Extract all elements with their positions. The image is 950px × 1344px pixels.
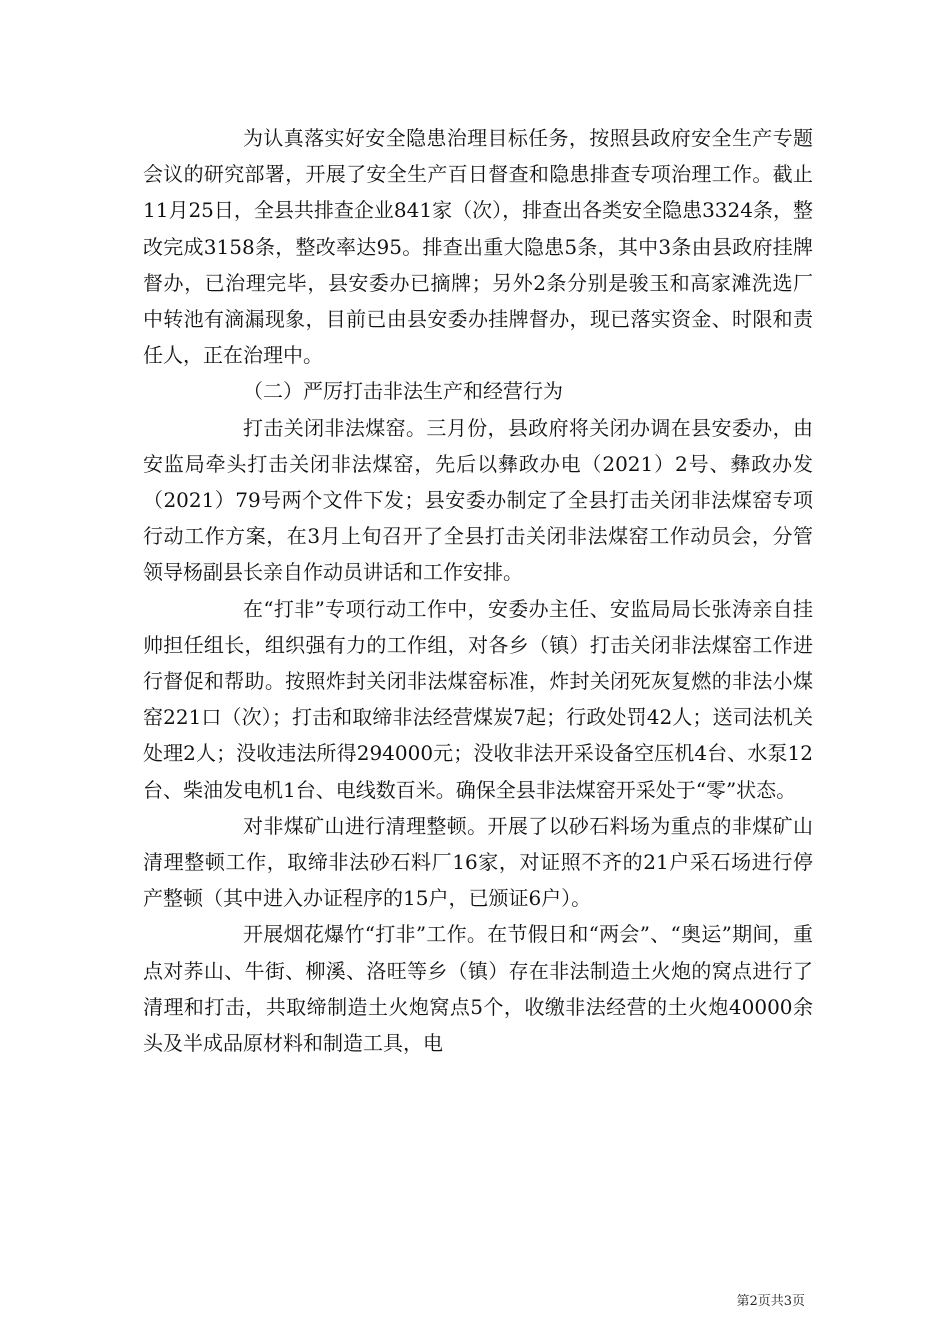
- document-body: [143, 120, 813, 1061]
- page-number-footer: 第2页共3页: [736, 1294, 805, 1309]
- paragraph-close-illegal-mines: 打击关闭非法煤窑。三月份，县政府将关闭办调在县安委办，由安监局牵头打击关闭非法煤窑，先后以彝政办电（2021）2号、彝政办发（2021）79号两个文件下发；县安委办制定了全县打击关闭非法煤窑专项行动工作方案，在3月上旬召开了全县打击关闭非法煤窑工作动员会，分管领导杨副县长亲自作动员讲话和工作安排。: [143, 415, 813, 585]
- paragraph-special-action: 在“打非”专项行动工作中，安委办主任、安监局局长张涛亲自挂帅担任组长，组织强有力的工作组，对各乡（镇）打击关闭非法煤窑工作进行督促和帮助。按照炸封关闭非法煤窑标准，炸封关闭死灰复燃的非法小煤窑221口（次）；打击和取缔非法经营煤炭7起；行政处罚42人；送司法机关处理2人；没收违法所得294000元；没收非法开采设备空压机4台、水泵12台、柴油发电机1台、电线数百米。确保全县非法煤窑开采处于“零”状态。: [143, 596, 813, 802]
- section-heading-crackdown: （二）严厉打击非法生产和经营行为: [243, 379, 563, 404]
- paragraph-fireworks: 开展烟花爆竹“打非”工作。在节假日和“两会”、“奥运”期间，重点对荞山、牛街、柳溪、洛旺等乡（镇）存在非法制造土火炮的窝点进行了清理和打击，共取缔制造土火炮窝点5个，收缴非法经营的土火炮40000余头及半成品原材料和制造工具，电: [143, 922, 813, 1056]
- paragraph-hazard-rectification: 为认真落实好安全隐患治理目标任务，按照县政府安全生产专题会议的研究部署，开展了安全生产百日督查和隐患排查专项治理工作。截止11月25日，全县共排查企业841家（次），排查出各类安全隐患3324条，整改完成3158条，整改率达95。排查出重大隐患5条，其中3条由县政府挂牌督办，已治理完毕，县安委办已摘牌；另外2条分别是骏玉和高家滩洗选厂中转池有滴漏现象，目前已由县安委办挂牌督办，现已落实资金、时限和责任人，正在治理中。: [143, 126, 813, 368]
- paragraph-non-coal-mines: 对非煤矿山进行清理整顿。开展了以砂石料场为重点的非煤矿山清理整顿工作，取缔非法砂石料厂16家，对证照不齐的21户采石场进行停产整顿（其中进入办证程序的15户，已颁证6户）。: [143, 813, 813, 911]
